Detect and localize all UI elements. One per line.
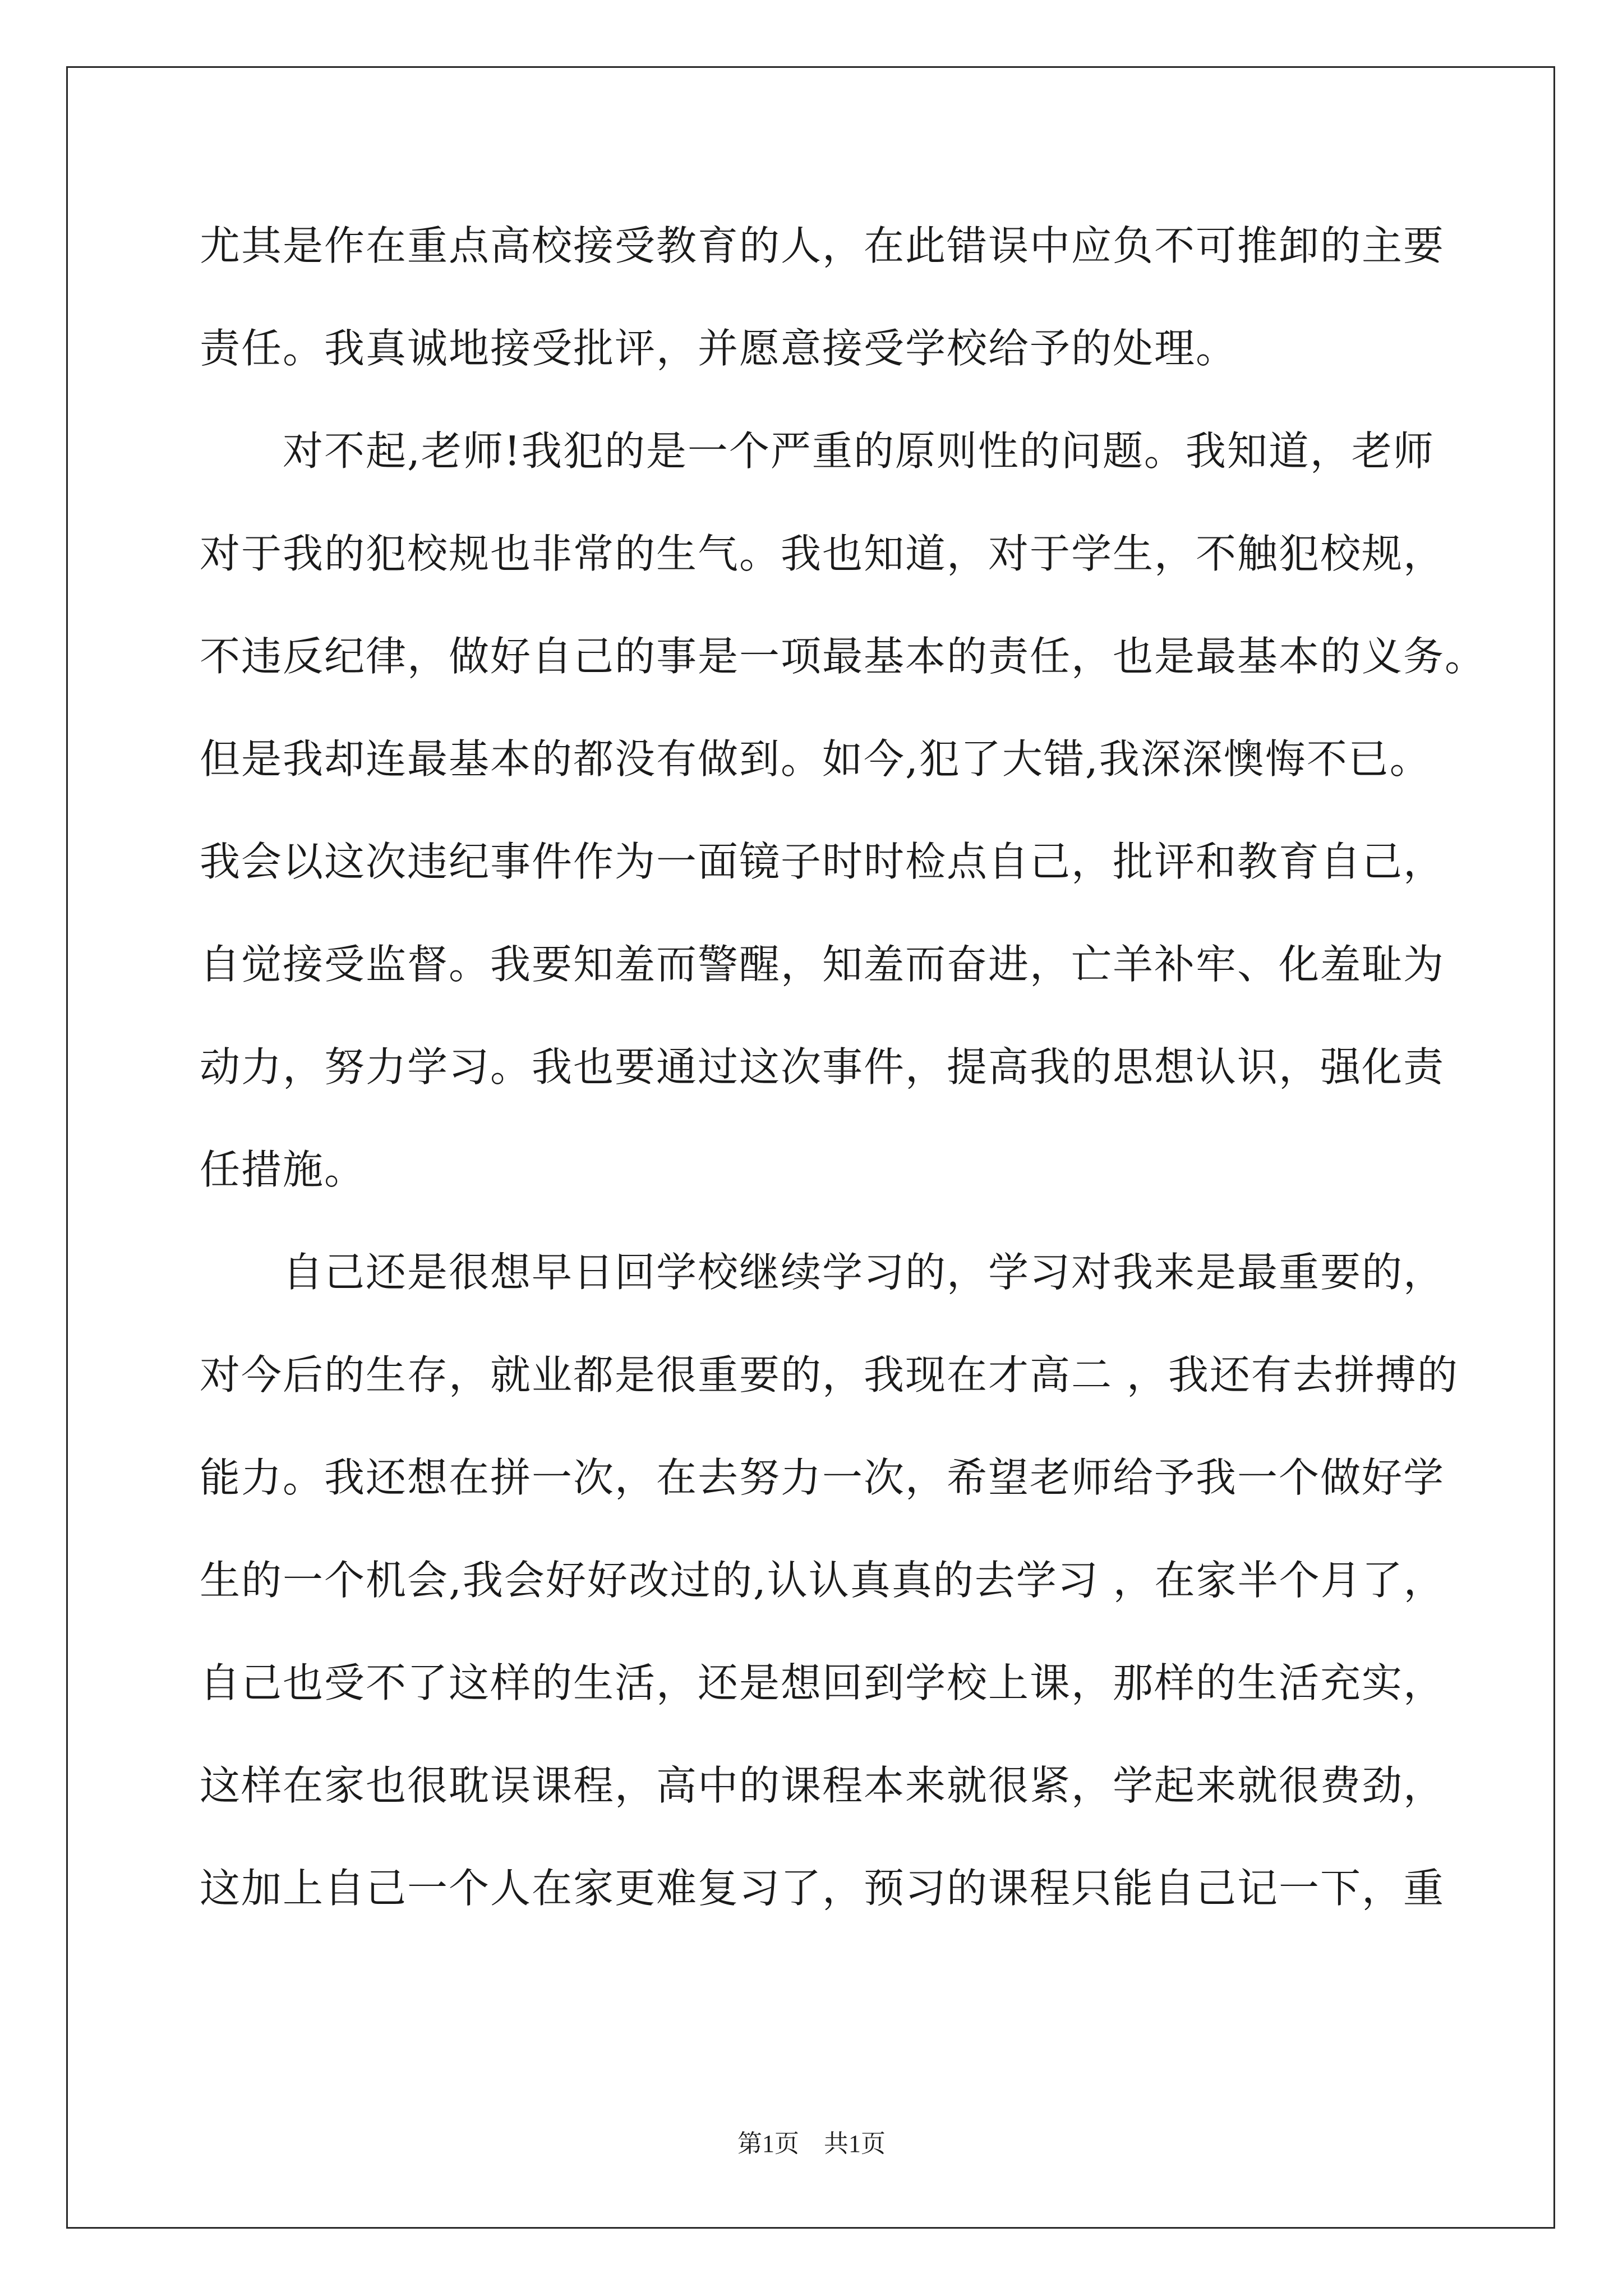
text-line: 能力。我还想在拼一次，在去努力一次，希望老师给予我一个做好学: [200, 1454, 1445, 1501]
text-line: 我会以这次违纪事件作为一面镜子时时检点自己，批评和教育自己，: [200, 838, 1445, 885]
text-line: 对今后的生存，就业都是很重要的，我现在才高二 ，我还有去拼搏的: [200, 1351, 1459, 1398]
text-line: 这样在家也很耽误课程，高中的课程本来就很紧，学起来就很费劲，: [200, 1762, 1445, 1809]
text-line: 不违反纪律，做好自己的事是一项最基本的责任，也是最基本的义务。: [200, 633, 1487, 680]
text-line: 动力，努力学习。我也要通过这次事件，提高我的思想认识，强化责: [200, 1043, 1445, 1091]
text-line: 尤其是作在重点高校接受教育的人，在此错误中应负不可推卸的主要: [200, 222, 1445, 269]
text-line: 这加上自己一个人在家更难复习了，预习的课程只能自己记一下，重: [200, 1865, 1445, 1912]
page-number-footer: 第1页 共1页: [737, 2130, 886, 2157]
text-line: 自觉接受监督。我要知羞而警醒，知羞而奋进，亡羊补牢、化羞耻为: [200, 941, 1445, 988]
text-line: 对不起,老师!我犯的是一个严重的原则性的问题。我知道，老师: [200, 427, 1435, 475]
text-line: 自己还是很想早日回学校继续学习的，学习对我来是最重要的，: [200, 1249, 1445, 1296]
text-line: 但是我却连最基本的都没有做到。如今,犯了大错,我深深懊悔不已。: [200, 735, 1431, 783]
text-line: 任措施。: [200, 1146, 366, 1193]
text-line: 责任。我真诚地接受批评，并愿意接受学校给予的处理。: [200, 325, 1238, 372]
text-line: 自己也受不了这样的生活，还是想回到学校上课，那样的生活充实，: [200, 1659, 1445, 1706]
text-line: 生的一个机会,我会好好改过的,认认真真的去学习 ，在家半个月了，: [200, 1557, 1445, 1604]
text-line: 对于我的犯校规也非常的生气。我也知道，对于学生，不触犯校规，: [200, 530, 1445, 577]
